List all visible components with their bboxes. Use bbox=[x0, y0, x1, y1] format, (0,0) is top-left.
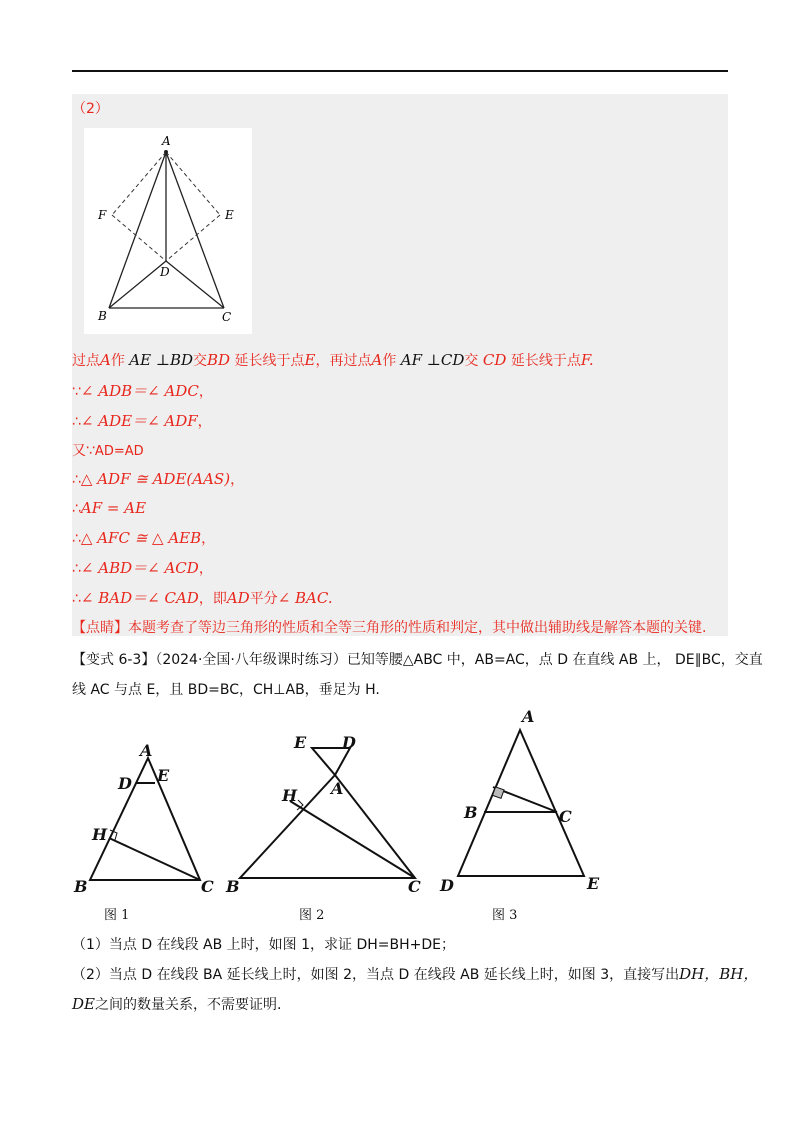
dashed-AF bbox=[112, 152, 166, 215]
step-math: ∠ ABD＝∠ ACD bbox=[80, 559, 199, 577]
caption-figure-2: 图 2 bbox=[299, 908, 325, 923]
question-2-math: DH，BH， bbox=[679, 965, 759, 983]
step-symbol: ∴ bbox=[72, 472, 81, 488]
construction-text: 交 bbox=[193, 353, 208, 369]
problem-figures bbox=[60, 700, 680, 900]
question-2-line-1 bbox=[72, 963, 758, 984]
construction-math: E bbox=[304, 351, 316, 369]
question-2-text: 之间的数量关系，不需要证明. bbox=[94, 997, 282, 1013]
fig1-CH bbox=[109, 838, 200, 880]
construction-text: 延长线于点 bbox=[234, 353, 305, 369]
fig2-label-E: E bbox=[294, 733, 307, 752]
step-text: ，即 bbox=[198, 591, 227, 607]
fig3-label-D: D bbox=[440, 876, 454, 895]
proof-step bbox=[72, 469, 244, 489]
fig1-label-D: D bbox=[118, 774, 132, 793]
construction-line bbox=[72, 350, 594, 370]
construction-text: 交 bbox=[464, 353, 479, 369]
answer-figure-svg bbox=[84, 128, 252, 334]
step-symbol: ∴ bbox=[72, 591, 81, 607]
fig1-label-B: B bbox=[74, 877, 88, 896]
fig1-label-A: A bbox=[140, 741, 153, 760]
step-math: ∠ ADE＝∠ ADF bbox=[80, 412, 198, 430]
construction-math: AF ⊥CD bbox=[400, 351, 465, 369]
fig2-label-B: B bbox=[226, 877, 240, 896]
step-symbol: ∴ bbox=[72, 501, 81, 517]
fig2-ADE bbox=[312, 748, 350, 775]
step-symbol: ∵ bbox=[72, 384, 81, 400]
dashed-ED bbox=[166, 215, 220, 261]
label-F: F bbox=[98, 208, 107, 222]
step-math: ∠ BAD＝∠ CAD bbox=[80, 589, 199, 607]
construction-math: AE ⊥BD bbox=[129, 351, 194, 369]
fig1-triangle bbox=[90, 758, 200, 880]
construction-math: CD bbox=[482, 351, 507, 369]
step-text: 平分 bbox=[249, 591, 278, 607]
step-tail: ， bbox=[197, 414, 212, 430]
caption-figure-1: 图 1 bbox=[104, 908, 130, 923]
proof-step bbox=[72, 410, 212, 431]
fig1-label-E: E bbox=[157, 766, 170, 785]
fig2-CH bbox=[290, 801, 415, 878]
step-symbol: 又∵ bbox=[72, 443, 95, 459]
label-B: B bbox=[98, 309, 107, 323]
fig2-label-H: H bbox=[282, 786, 298, 805]
header-rule bbox=[72, 70, 728, 72]
comment-tag: 【点睛】 bbox=[72, 620, 128, 636]
step-symbol: ∴ bbox=[72, 561, 81, 577]
label-A: A bbox=[162, 134, 171, 148]
step-math: △ AFC ≅ △ AEB bbox=[80, 529, 202, 547]
comment-text: 本题考查了等边三角形的性质和全等三角形的性质和判定，其中做出辅助线是解答本题的关键. bbox=[128, 620, 707, 636]
construction-math: A bbox=[100, 351, 111, 369]
fig2-label-D: D bbox=[342, 733, 356, 752]
answer-figure bbox=[84, 128, 252, 334]
problem-line-1: 【变式 6-3】（2024·全国·八年级课时练习）已知等腰△ABC 中，AB=AC，点 D 在直线 AB 上， DE∥BC，交直 bbox=[72, 652, 763, 668]
problem-line-2: 线 AC 与点 E，且 BD=BC，CH⊥AB，垂足为 H. bbox=[72, 682, 380, 698]
step-tail: ， bbox=[198, 561, 213, 577]
step-symbol: ∴ bbox=[72, 531, 81, 547]
fig2-label-C: C bbox=[408, 877, 421, 896]
step-symbol: ∴ bbox=[72, 414, 81, 430]
step-math: ∠ BAC. bbox=[277, 589, 333, 607]
question-2-math: DE bbox=[72, 995, 95, 1013]
proof-step bbox=[72, 380, 213, 401]
fig3-label-C: C bbox=[559, 807, 572, 826]
fig1-label-C: C bbox=[201, 877, 214, 896]
step-tail: ， bbox=[201, 531, 216, 547]
comment-line bbox=[72, 617, 706, 637]
caption-figure-3: 图 3 bbox=[492, 908, 518, 923]
part-label: （2） bbox=[72, 101, 109, 117]
point-A bbox=[164, 150, 168, 154]
step-tail: ， bbox=[230, 472, 245, 488]
construction-text: 作 bbox=[110, 353, 125, 369]
proof-conclusion bbox=[72, 587, 333, 608]
step-math: AD=AD bbox=[94, 444, 144, 459]
question-1: （1）当点 D 在线段 AB 上时，如图 1，求证 DH=BH+DE； bbox=[72, 937, 456, 953]
step-tail: ， bbox=[198, 384, 213, 400]
step-math: AF = AE bbox=[80, 499, 147, 517]
proof-step bbox=[72, 499, 146, 517]
construction-text: 过点 bbox=[72, 353, 100, 369]
construction-text: ，再过点 bbox=[315, 353, 372, 369]
step-math: △ ADF ≅ ADE(AAS) bbox=[80, 470, 231, 488]
proof-step bbox=[72, 557, 213, 578]
step-math: ∠ ADB＝∠ ADC bbox=[80, 382, 199, 400]
fig2-label-A: A bbox=[331, 779, 344, 798]
fig3-label-E: E bbox=[587, 874, 600, 893]
question-2-text: （2）当点 D 在线段 BA 延长线上时，如图 2，当点 D 在线段 AB 延长线上时，如图 3，直接写出 bbox=[72, 967, 680, 983]
fig3-label-B: B bbox=[464, 803, 478, 822]
dashed-FD bbox=[112, 215, 166, 261]
construction-text: 延长线于点 bbox=[510, 353, 581, 369]
label-E: E bbox=[225, 208, 234, 222]
construction-math: A bbox=[371, 351, 383, 369]
step-math: AD bbox=[226, 589, 250, 607]
label-C: C bbox=[222, 310, 232, 324]
dashed-AE bbox=[166, 152, 220, 215]
label-D: D bbox=[160, 265, 170, 279]
construction-text: 作 bbox=[382, 353, 397, 369]
proof-step bbox=[72, 440, 144, 460]
question-2-line-2 bbox=[72, 994, 281, 1014]
fig3-label-A: A bbox=[522, 707, 535, 726]
construction-math: F. bbox=[580, 351, 594, 369]
proof-step bbox=[72, 528, 215, 548]
fig1-label-H: H bbox=[92, 825, 108, 844]
construction-math: BD bbox=[207, 351, 231, 369]
